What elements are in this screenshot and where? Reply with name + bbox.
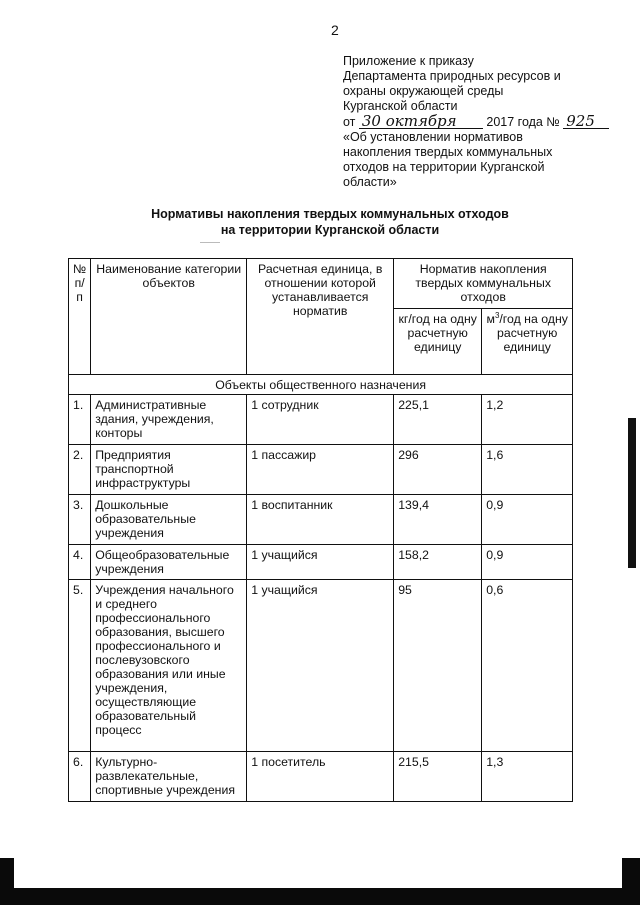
handwritten-date: 30 октября <box>359 114 483 129</box>
row-unit: 1 учащийся <box>247 580 394 752</box>
row-m3: 0,9 <box>482 545 573 580</box>
row-num: 4. <box>69 545 91 580</box>
page-number: 2 <box>331 22 339 38</box>
scan-bottom-gap <box>14 858 622 905</box>
row-name: Учреждения начального и среднего профессионального образования, высшего профессионального и послевузовского образования или иные учреждения, осуществляющие образовательный процесс <box>91 580 247 752</box>
title-line-1: Нормативы накопления твердых коммунальных отходов <box>151 207 509 221</box>
row-num: 1. <box>69 395 91 445</box>
row-m3: 1,2 <box>482 395 573 445</box>
header-unit: Расчетная единица, в отношении которой устанавливается норматив <box>247 259 394 375</box>
table-row <box>69 445 573 495</box>
header-row <box>69 259 573 309</box>
row-kg: 215,5 <box>394 752 482 802</box>
row-kg: 158,2 <box>394 545 482 580</box>
row-unit: 1 учащийся <box>247 545 394 580</box>
row-kg: 95 <box>394 580 482 752</box>
row-num: 6. <box>69 752 91 802</box>
row-name: Административные здания, учреждения, конторы <box>91 395 247 445</box>
subject-line: области» <box>343 175 397 189</box>
table-row <box>69 495 573 545</box>
row-num: 2. <box>69 445 91 495</box>
row-kg: 296 <box>394 445 482 495</box>
scan-speck <box>200 242 220 243</box>
header-name: Наименование категории объектов <box>91 259 247 375</box>
m3-prefix: м <box>486 312 495 326</box>
table-row <box>69 395 573 445</box>
row-unit: 1 пассажир <box>247 445 394 495</box>
row-m3: 0,9 <box>482 495 573 545</box>
row-num: 3. <box>69 495 91 545</box>
m3-suffix: /год на одну расчетную единицу <box>497 312 568 354</box>
row-unit: 1 воспитанник <box>247 495 394 545</box>
table-row <box>69 580 573 752</box>
appendix-block <box>343 54 613 190</box>
row-unit: 1 посетитель <box>247 752 394 802</box>
header-norm: Норматив накопления твердых коммунальных отходов <box>394 259 573 309</box>
row-name: Предприятия транспортной инфраструктуры <box>91 445 247 495</box>
header-m3 <box>482 309 573 375</box>
appendix-date-line <box>343 114 613 130</box>
row-m3: 1,3 <box>482 752 573 802</box>
subject-line: накопления твердых коммунальных <box>343 145 553 159</box>
section-title: Объекты общественного назначения <box>69 375 573 395</box>
date-prefix: от <box>343 115 356 129</box>
document-title <box>120 206 540 238</box>
subject-line: «Об установлении нормативов <box>343 130 523 144</box>
header-kg: кг/год на одну расчетную единицу <box>394 309 482 375</box>
row-m3: 0,6 <box>482 580 573 752</box>
row-name: Культурно-развлекательные, спортивные учреждения <box>91 752 247 802</box>
row-name: Дошкольные образовательные учреждения <box>91 495 247 545</box>
appendix-line: охраны окружающей среды <box>343 84 504 98</box>
section-row <box>69 375 573 395</box>
handwritten-order-number: 925 <box>563 114 609 129</box>
subject-line: отходов на территории Курганской <box>343 160 545 174</box>
row-kg: 225,1 <box>394 395 482 445</box>
table-row <box>69 545 573 580</box>
scan-edge-mark <box>628 418 636 568</box>
row-kg: 139,4 <box>394 495 482 545</box>
m3-sup: 3 <box>494 310 500 320</box>
norms-table <box>68 258 573 802</box>
table-row <box>69 752 573 802</box>
row-name: Общеобразовательные учреждения <box>91 545 247 580</box>
scan-bottom-strip <box>14 888 622 905</box>
header-num: № п/п <box>69 259 91 375</box>
row-num: 5. <box>69 580 91 752</box>
row-m3: 1,6 <box>482 445 573 495</box>
year-text: 2017 года № <box>486 115 560 129</box>
appendix-line: Курганской области <box>343 99 458 113</box>
row-unit: 1 сотрудник <box>247 395 394 445</box>
appendix-line: Департамента природных ресурсов и <box>343 69 561 83</box>
title-line-2: на территории Курганской области <box>220 223 440 237</box>
appendix-line: Приложение к приказу <box>343 54 474 68</box>
